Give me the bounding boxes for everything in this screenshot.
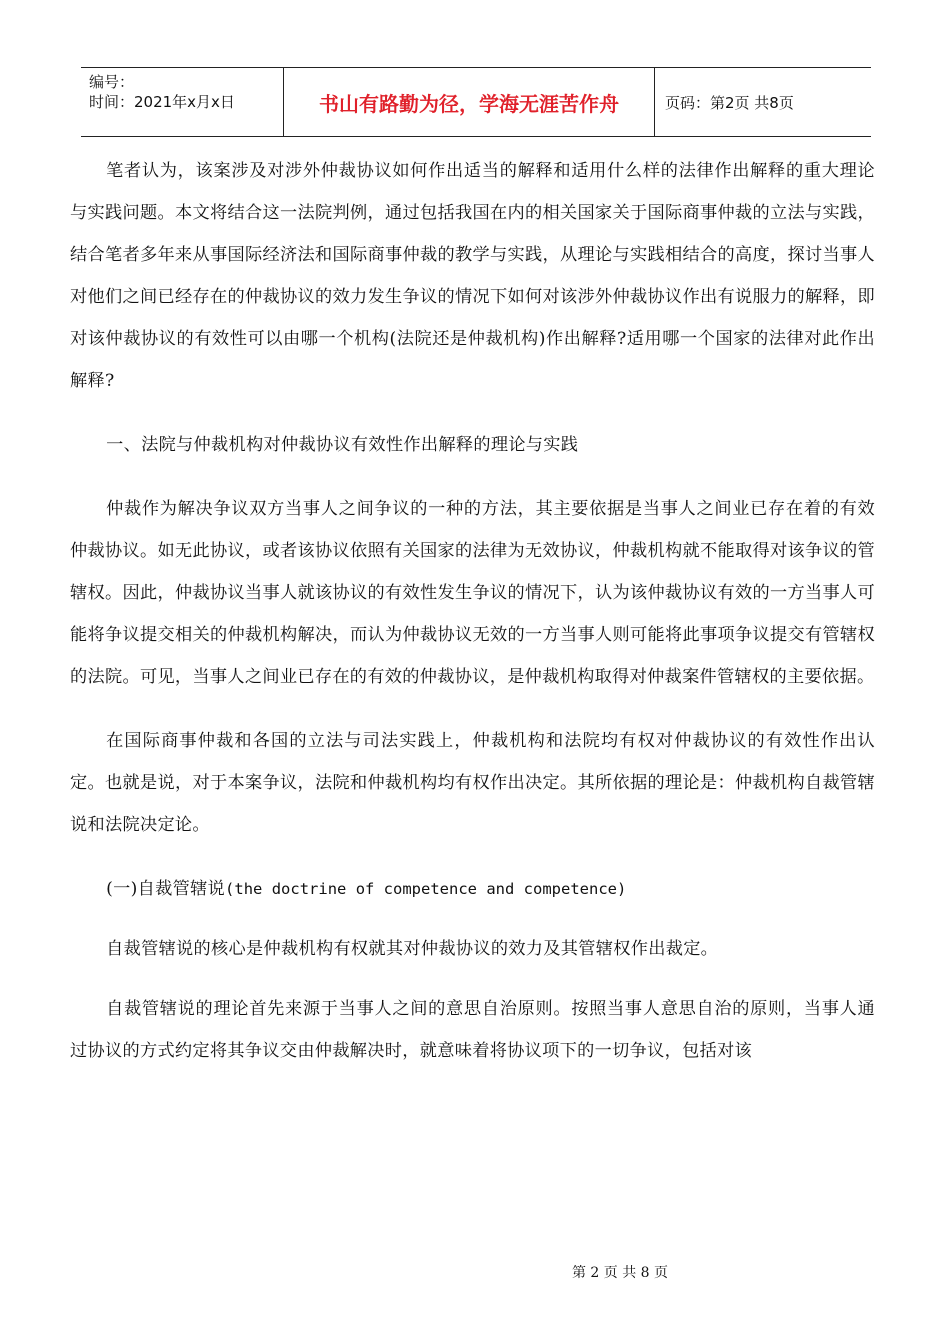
paragraph-4: 自裁管辖说的核心是仲裁机构有权就其对仲裁协议的效力及其管辖权作出裁定。 (106, 939, 719, 959)
subsection-heading-en: (the doctrine of competence and competence) (225, 880, 627, 898)
document-body (70, 150, 875, 1072)
document-number-label: 编号： (89, 73, 135, 91)
paragraph-2: 仲裁作为解决争议双方当事人之间争议的一种的方法，其主要依据是当事人之间业已存在着的有效仲裁协议。如无此协议，或者该协议依照有关国家的法律为无效协议，仲裁机构就不能取得对该争议的管辖权。因此，仲裁协议当事人就该协议的有效性发生争议的情况下，认为该仲裁协议有效的一方当事人可能将争议提交相关的仲裁机构解决，而认为仲裁协议无效的一方当事人则可能将此事项争议提交有管辖权的法院。可见，当事人之间业已存在的有效的仲裁协议，是仲裁机构取得对仲裁案件管辖权的主要依据。 (70, 499, 875, 687)
page-header (81, 67, 871, 137)
paragraph-3: 在国际商事仲裁和各国的立法与司法实践上，仲裁机构和法院均有权对仲裁协议的有效性作出认定。也就是说，对于本案争议，法院和仲裁机构均有权作出决定。其所依据的理论是：仲裁机构自裁管辖说和法院决定论。 (70, 731, 875, 835)
header-page-info: 页码：第2页 共8页 (665, 93, 794, 112)
header-motto: 书山有路勤为径，学海无涯苦作舟 (283, 68, 655, 136)
document-date: 时间：2021年x月x日 (89, 93, 235, 111)
paragraph-1: 笔者认为，该案涉及对涉外仲裁协议如何作出适当的解释和适用什么样的法律作出解释的重大理论与实践问题。本文将结合这一法院判例，通过包括我国在内的相关国家关于国际商事仲裁的立法与实践，结合笔者多年来从事国际经济法和国际商事仲裁的教学与实践，从理论与实践相结合的高度，探讨当事人对他们之间已经存在的仲裁协议的效力发生争议的情况下如何对该涉外仲裁协议作出有说服力的解释，即对该仲裁协议的有效性可以由哪一个机构(法院还是仲裁机构)作出解释?适用哪一个国家的法律对此作出解释? (70, 161, 875, 391)
header-meta (81, 68, 283, 136)
subsection-heading-1 (70, 868, 875, 910)
subsection-heading-cn: (一)自裁管辖说 (106, 879, 226, 899)
paragraph-5: 自裁管辖说的理论首先来源于当事人之间的意思自治原则。按照当事人意思自治的原则，当事人通过协议的方式约定将其争议交由仲裁解决时，就意味着将协议项下的一切争议，包括对该 (70, 999, 875, 1061)
page-footer: 第 2 页 共 8 页 (571, 1265, 669, 1281)
section-heading-1: 一、法院与仲裁机构对仲裁协议有效性作出解释的理论与实践 (106, 435, 579, 455)
